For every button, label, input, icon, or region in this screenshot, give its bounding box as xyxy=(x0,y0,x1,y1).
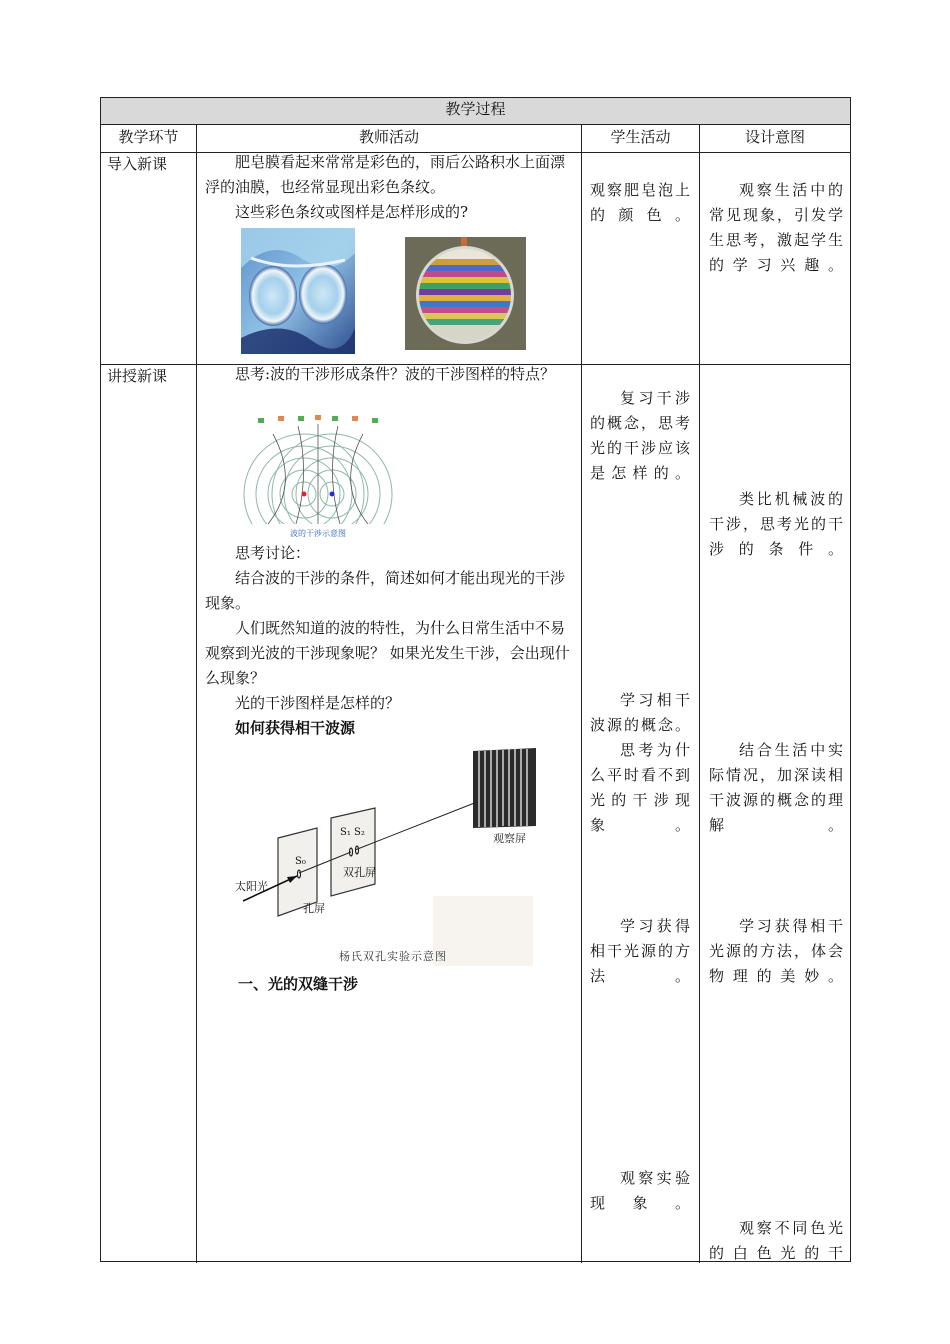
student-intro: 观察肥皂泡上的颜色。 xyxy=(590,181,690,224)
double-slit-heading: 一、光的双缝干涉 xyxy=(238,975,359,993)
young-caption: 杨氏双孔实验示意图 xyxy=(339,950,447,963)
teacher-discussion xyxy=(205,541,575,741)
student-s1: 复习干涉的概念，思考光的干涉应该是怎样的。 xyxy=(590,389,690,482)
header-stage: 教学环节 xyxy=(118,128,179,146)
teacher-q1 xyxy=(205,362,575,387)
intent-i4: 观察不同色光的白色光的干 xyxy=(709,1219,843,1262)
soap-film-photo xyxy=(405,237,526,350)
intent-i1: 类比机械波的干涉，思考光的干涉的条件。 xyxy=(709,490,843,558)
label-sunlight: 太阳光 xyxy=(235,880,268,893)
teacher-intro xyxy=(205,150,575,225)
label-observe-screen: 观察屏 xyxy=(493,832,526,845)
header-student: 学生活动 xyxy=(610,128,671,146)
student-s4: 学习获得相干光源的方法。 xyxy=(590,917,690,985)
teaching-process-table xyxy=(100,97,851,1262)
student-s5: 观察实验现象。 xyxy=(590,1169,690,1212)
student-s2: 学习相干波源的概念。 xyxy=(590,691,690,734)
intent-i3: 学习获得相干光源的方法，体会物理的美妙。 xyxy=(709,917,843,985)
coherent-source-heading: 如何获得相干波源 xyxy=(235,719,356,737)
wave-interference-figure xyxy=(238,414,398,540)
intent-i2: 结合生活中实际情况，加深读相干波源的概念的理解。 xyxy=(709,741,843,834)
label-s1s2: S₁ S₂ xyxy=(340,827,365,838)
teacher-intro-text: 肥皂膜看起来常常是彩色的，雨后公路积水上面漂浮的油膜，也经常显现出彩色条纹。 xyxy=(205,153,566,196)
header-intent: 设计意图 xyxy=(744,128,805,146)
student-s3: 思考为什么平时看不到光的干涉现象。 xyxy=(590,741,690,834)
teacher-intro-question: 这些彩色条纹或图样是怎样形成的? xyxy=(235,203,469,221)
divider xyxy=(581,124,582,1263)
young-double-hole-figure xyxy=(233,746,537,970)
interference-caption: 波的干涉示意图 xyxy=(290,529,346,538)
header-teacher: 教师活动 xyxy=(358,128,419,146)
discussion-item-2: 人们既然知道的波的特性，为什么日常生活中不易观察到光波的干涉现象呢？ 如果光发生干涉，会出现什么现象？ xyxy=(205,619,570,687)
oil-film-photo xyxy=(241,228,355,354)
discussion-item-1: 结合波的干涉的条件，简述如何才能出现光的干涉现象。 xyxy=(205,569,566,612)
divider xyxy=(196,124,197,1263)
label-hole-screen: 孔屏 xyxy=(303,902,325,915)
discussion-title: 思考讨论： xyxy=(235,544,311,562)
intent-intro: 观察生活中的常见现象，引发学生思考，激起学生的学习兴趣。 xyxy=(709,181,843,274)
label-double-screen: 双孔屏 xyxy=(343,866,376,879)
stage-intro: 导入新课 xyxy=(107,155,168,173)
teacher-q1-text: 思考:波的干涉形成条件？波的干涉图样的特点？ xyxy=(235,365,556,383)
stage-new-lesson: 讲授新课 xyxy=(107,367,168,385)
discussion-item-3: 光的干涉图样是怎样的？ xyxy=(235,694,401,712)
divider xyxy=(699,124,700,1263)
label-s0: S₀ xyxy=(295,856,306,867)
table-title: 教学过程 xyxy=(101,98,850,124)
